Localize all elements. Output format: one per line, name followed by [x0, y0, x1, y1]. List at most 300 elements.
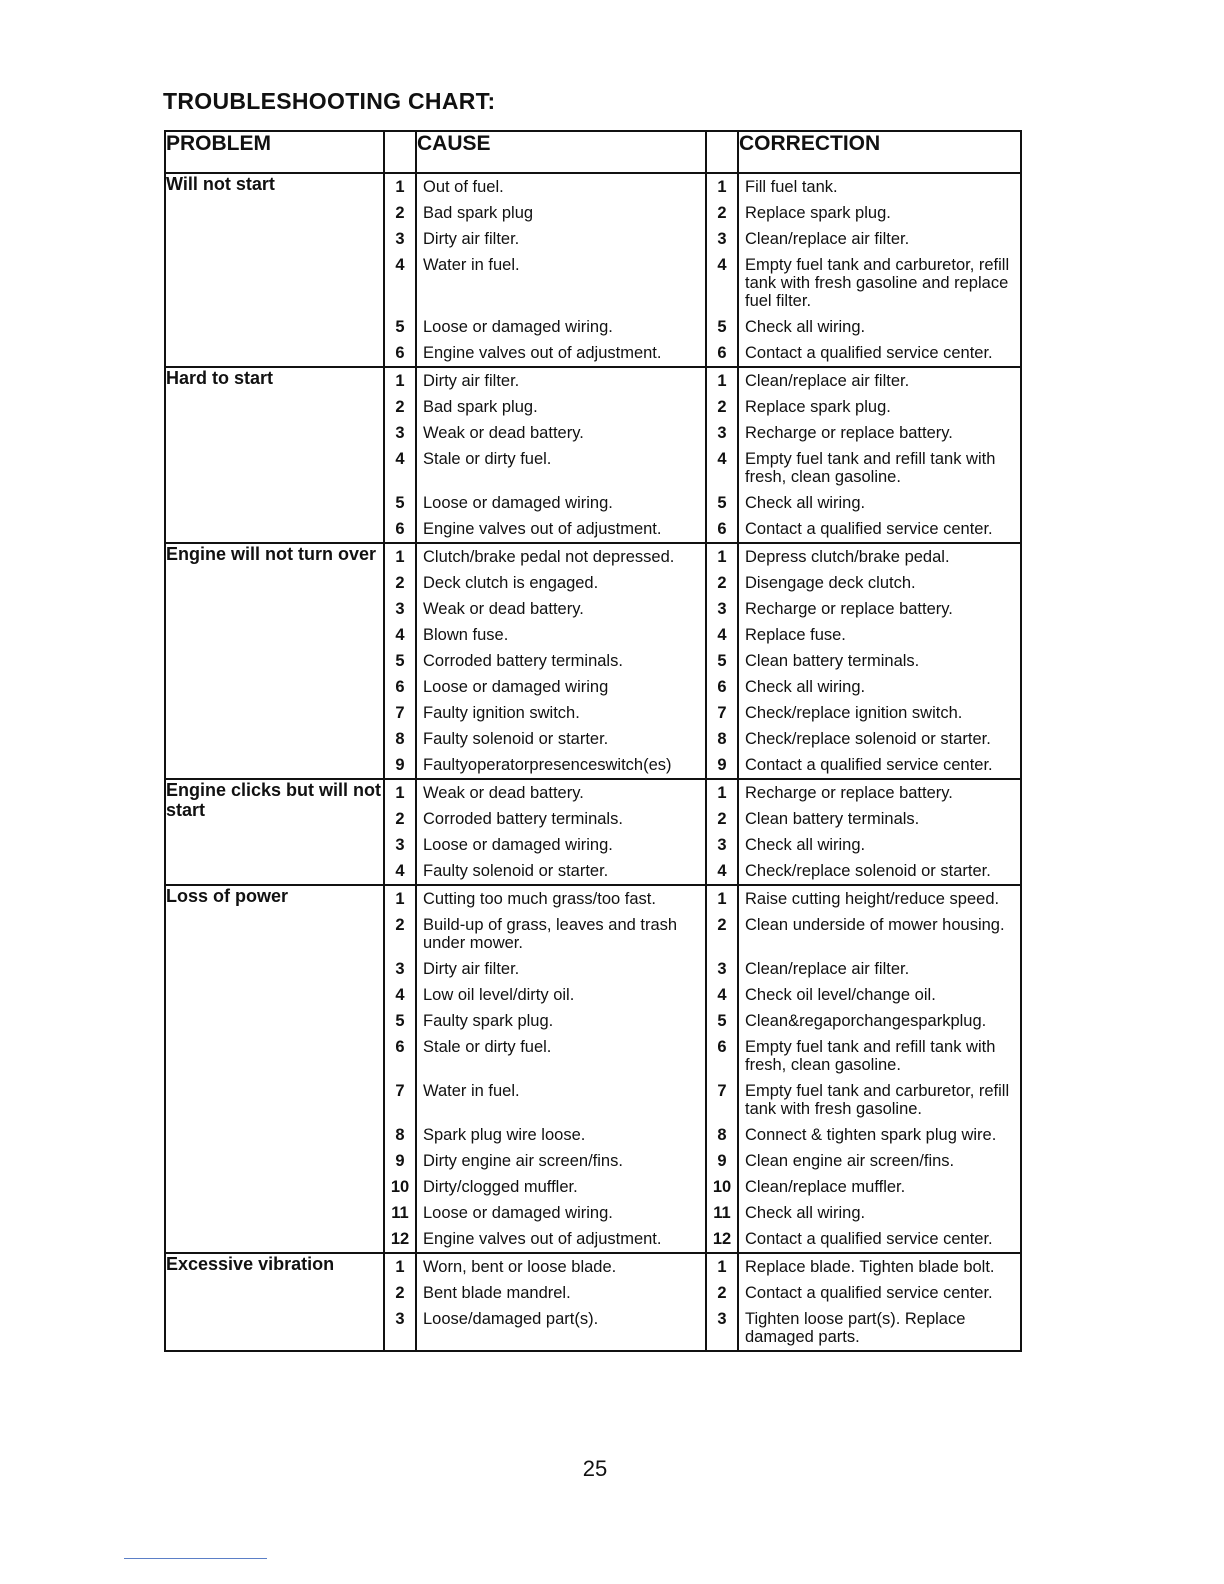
- cause-number-value: 3: [395, 1310, 405, 1328]
- cause-text: [417, 516, 705, 542]
- correction-text-column: [738, 1253, 1021, 1351]
- correction-text: [739, 314, 1020, 340]
- correction-text-value: Disengage deck clutch.: [745, 574, 916, 592]
- correction-text-value: Depress clutch/brake pedal.: [745, 548, 950, 566]
- cause-text-value: Dirty air filter.: [423, 230, 520, 248]
- correction-text-value: Contact a qualified service center.: [745, 520, 993, 538]
- correction-text-value: Check all wiring.: [745, 1204, 866, 1222]
- cause-number: [385, 622, 415, 648]
- cause-text: [417, 1008, 705, 1034]
- correction-text: [739, 252, 1020, 314]
- cause-number: [385, 570, 415, 596]
- cause-number-value: 2: [395, 574, 405, 592]
- cause-number-value: 3: [395, 836, 405, 854]
- cause-number: [385, 596, 415, 622]
- correction-text-value: Contact a qualified service center.: [745, 1230, 993, 1248]
- page-title: TROUBLESHOOTING CHART:: [163, 88, 496, 114]
- correction-number: [707, 674, 737, 700]
- cause-text: [417, 1148, 705, 1174]
- cause-number: [385, 648, 415, 674]
- cause-text: [417, 912, 705, 956]
- cause-text-value: Engine valves out of adjustment.: [423, 344, 662, 362]
- cause-number: [385, 886, 415, 912]
- correction-number-value: 7: [717, 1082, 727, 1100]
- cause-number-value: 8: [395, 730, 405, 748]
- correction-text-column: [738, 173, 1021, 367]
- correction-number: [707, 752, 737, 778]
- correction-text-value: Raise cutting height/reduce speed.: [745, 890, 1000, 908]
- correction-number-value: 2: [717, 810, 727, 828]
- cause-text: [417, 780, 705, 806]
- correction-text-column: [738, 885, 1021, 1253]
- correction-text: [739, 1306, 1020, 1350]
- problem-header: PROBLEM: [165, 131, 384, 173]
- correction-number-header: [706, 131, 738, 173]
- cause-text: [417, 200, 705, 226]
- correction-number-value: 8: [717, 1126, 727, 1144]
- cause-text-value: Loose/damaged part(s).: [423, 1310, 599, 1328]
- cause-number: [385, 420, 415, 446]
- correction-number-value: 3: [717, 600, 727, 618]
- correction-text: [739, 806, 1020, 832]
- cause-text-column: [416, 367, 706, 543]
- cause-text-value: Corroded battery terminals.: [423, 652, 623, 670]
- cause-number: [385, 368, 415, 394]
- cause-text: [417, 368, 705, 394]
- cause-number: [385, 1034, 415, 1078]
- correction-number-value: 4: [717, 986, 727, 1004]
- cause-number: [385, 544, 415, 570]
- cause-text-value: Loose or damaged wiring.: [423, 494, 613, 512]
- cause-text-value: Spark plug wire loose.: [423, 1126, 586, 1144]
- correction-number: [707, 1008, 737, 1034]
- cause-text: [417, 226, 705, 252]
- cause-number: [385, 1254, 415, 1280]
- correction-number: [707, 596, 737, 622]
- correction-text: [739, 394, 1020, 420]
- cause-text: [417, 886, 705, 912]
- correction-number-value: 7: [717, 704, 727, 722]
- correction-text-value: Replace fuse.: [745, 626, 846, 644]
- problem-label: Loss of power: [165, 885, 384, 1253]
- correction-text-value: Clean underside of mower housing.: [745, 916, 1005, 934]
- cause-text-value: Loose or damaged wiring.: [423, 318, 613, 336]
- cause-number-value: 3: [395, 424, 405, 442]
- correction-number: [707, 1148, 737, 1174]
- correction-number-value: 3: [717, 1310, 727, 1328]
- cause-number-value: 1: [395, 178, 405, 196]
- cause-number-value: 5: [395, 318, 405, 336]
- correction-number: [707, 490, 737, 516]
- correction-text: [739, 956, 1020, 982]
- correction-number-value: 8: [717, 730, 727, 748]
- cause-text: [417, 674, 705, 700]
- correction-number: [707, 1200, 737, 1226]
- cause-text: [417, 570, 705, 596]
- cause-number-value: 7: [395, 704, 405, 722]
- correction-number: [707, 174, 737, 200]
- cause-number-value: 2: [395, 810, 405, 828]
- correction-number: [707, 570, 737, 596]
- correction-number: [707, 200, 737, 226]
- correction-number: [707, 340, 737, 366]
- cause-number-value: 1: [395, 890, 405, 908]
- cause-number: [385, 1008, 415, 1034]
- cause-number-value: 5: [395, 1012, 405, 1030]
- correction-text: [739, 832, 1020, 858]
- correction-number-column: [706, 885, 738, 1253]
- correction-text: [739, 674, 1020, 700]
- correction-number: [707, 1254, 737, 1280]
- cause-text: [417, 596, 705, 622]
- cause-number: [385, 832, 415, 858]
- cause-text: [417, 174, 705, 200]
- problem-label: Hard to start: [165, 367, 384, 543]
- cause-text-value: Loose or damaged wiring.: [423, 836, 613, 854]
- cause-number: [385, 252, 415, 314]
- cause-number-value: 2: [395, 398, 405, 416]
- cause-number: [385, 174, 415, 200]
- cause-number: [385, 340, 415, 366]
- correction-text: [739, 648, 1020, 674]
- correction-number-value: 5: [717, 318, 727, 336]
- correction-text-value: Connect & tighten spark plug wire.: [745, 1126, 997, 1144]
- cause-text: [417, 1254, 705, 1280]
- problem-label: Excessive vibration: [165, 1253, 384, 1351]
- correction-number-value: 9: [717, 1152, 727, 1170]
- cause-number-value: 4: [395, 256, 405, 274]
- correction-number-value: 6: [717, 344, 727, 362]
- cause-text-value: Low oil level/dirty oil.: [423, 986, 575, 1004]
- cause-number-value: 8: [395, 1126, 405, 1144]
- cause-text: [417, 394, 705, 420]
- correction-text: [739, 1078, 1020, 1122]
- correction-text: [739, 490, 1020, 516]
- cause-text: [417, 832, 705, 858]
- correction-number-value: 4: [717, 256, 727, 274]
- correction-number-value: 2: [717, 916, 727, 934]
- correction-number: [707, 1174, 737, 1200]
- correction-number-value: 2: [717, 398, 727, 416]
- correction-text-value: Fill fuel tank.: [745, 178, 838, 196]
- correction-text: [739, 1148, 1020, 1174]
- cause-number-value: 9: [395, 756, 405, 774]
- correction-text-value: Empty fuel tank and carburetor, refill tank with fresh gasoline and replace fuel filter.: [745, 256, 1010, 310]
- cause-text: [417, 982, 705, 1008]
- correction-text-value: Replace spark plug.: [745, 398, 891, 416]
- correction-text: [739, 1122, 1020, 1148]
- problem-section: [165, 1253, 1021, 1351]
- correction-text-value: Clean/replace air filter.: [745, 230, 910, 248]
- cause-number-value: 11: [391, 1204, 409, 1222]
- cause-text-column: [416, 885, 706, 1253]
- cause-text-value: Blown fuse.: [423, 626, 509, 644]
- cause-number-value: 5: [395, 494, 405, 512]
- cause-text-value: Cutting too much grass/too fast.: [423, 890, 656, 908]
- cause-number: [385, 752, 415, 778]
- correction-text-value: Check/replace solenoid or starter.: [745, 730, 991, 748]
- cause-number-value: 2: [395, 1284, 405, 1302]
- problem-label: Engine will not turn over: [165, 543, 384, 779]
- correction-number-value: 1: [717, 890, 727, 908]
- cause-number-value: 1: [395, 548, 405, 566]
- cause-number-value: 4: [395, 626, 405, 644]
- cause-number-column: [384, 543, 416, 779]
- cause-number-value: 1: [395, 372, 405, 390]
- cause-number: [385, 200, 415, 226]
- cause-text-value: Faulty ignition switch.: [423, 704, 580, 722]
- cause-number-column: [384, 367, 416, 543]
- correction-text: [739, 1034, 1020, 1078]
- cause-text-column: [416, 543, 706, 779]
- correction-text-value: Check all wiring.: [745, 678, 866, 696]
- correction-text: [739, 174, 1020, 200]
- correction-text: [739, 886, 1020, 912]
- correction-text-value: Check/replace ignition switch.: [745, 704, 963, 722]
- cause-text: [417, 544, 705, 570]
- cause-number-value: 2: [395, 204, 405, 222]
- correction-number-column: [706, 173, 738, 367]
- cause-text: [417, 726, 705, 752]
- cause-number-value: 6: [395, 1038, 405, 1056]
- correction-text-value: Check all wiring.: [745, 836, 866, 854]
- cause-number-value: 1: [395, 784, 405, 802]
- cause-text-value: Bad spark plug.: [423, 398, 538, 416]
- correction-text-value: Clean battery terminals.: [745, 652, 920, 670]
- correction-text: [739, 858, 1020, 884]
- correction-number: [707, 516, 737, 542]
- correction-text-value: Contact a qualified service center.: [745, 1284, 993, 1302]
- cause-text-value: Weak or dead battery.: [423, 784, 584, 802]
- problem-section: [165, 543, 1021, 779]
- correction-number: [707, 832, 737, 858]
- cause-number: [385, 674, 415, 700]
- cause-text-value: Bent blade mandrel.: [423, 1284, 571, 1302]
- correction-number-value: 1: [717, 372, 727, 390]
- correction-number: [707, 700, 737, 726]
- correction-text: [739, 420, 1020, 446]
- correction-text-value: Empty fuel tank and refill tank with fresh, clean gasoline.: [745, 1038, 996, 1074]
- cause-text-value: Loose or damaged wiring.: [423, 1204, 613, 1222]
- cause-number-value: 10: [390, 1178, 410, 1196]
- correction-text: [739, 570, 1020, 596]
- correction-number-value: 3: [717, 960, 727, 978]
- cause-number: [385, 700, 415, 726]
- correction-text-value: Clean/replace air filter.: [745, 960, 910, 978]
- correction-number: [707, 1078, 737, 1122]
- cause-text-value: Faulty spark plug.: [423, 1012, 554, 1030]
- cause-number-value: 2: [395, 916, 405, 934]
- correction-number: [707, 956, 737, 982]
- cause-text-value: Faulty solenoid or starter.: [423, 862, 609, 880]
- cause-number: [385, 1306, 415, 1350]
- cause-text-value: Corroded battery terminals.: [423, 810, 623, 828]
- correction-header: CORRECTION: [738, 131, 1021, 173]
- cause-text-value: Engine valves out of adjustment.: [423, 520, 662, 538]
- cause-number-value: 1: [395, 1258, 405, 1276]
- correction-number-value: 5: [717, 652, 727, 670]
- cause-number: [385, 1174, 415, 1200]
- cause-number: [385, 1226, 415, 1252]
- footer-rule: [124, 1558, 267, 1559]
- correction-text-value: Replace spark plug.: [745, 204, 891, 222]
- cause-text: [417, 490, 705, 516]
- problem-label: Engine clicks but will not start: [165, 779, 384, 885]
- cause-number-column: [384, 779, 416, 885]
- correction-number-value: 6: [717, 520, 727, 538]
- cause-text: [417, 1174, 705, 1200]
- correction-number: [707, 252, 737, 314]
- correction-text: [739, 700, 1020, 726]
- correction-number: [707, 1122, 737, 1148]
- correction-number-column: [706, 367, 738, 543]
- correction-number: [707, 726, 737, 752]
- cause-number-value: 4: [395, 862, 405, 880]
- correction-text-value: Clean&regaporchangesparkplug.: [745, 1012, 987, 1030]
- cause-number: [385, 1078, 415, 1122]
- correction-number-value: 9: [717, 756, 727, 774]
- correction-number-value: 6: [717, 678, 727, 696]
- cause-text-value: Engine valves out of adjustment.: [423, 1230, 662, 1248]
- cause-number-value: 3: [395, 600, 405, 618]
- cause-text-value: Loose or damaged wiring: [423, 678, 609, 696]
- correction-text: [739, 340, 1020, 366]
- correction-number-value: 1: [717, 1258, 727, 1276]
- correction-text-value: Empty fuel tank and refill tank with fresh, clean gasoline.: [745, 450, 996, 486]
- correction-text-value: Check/replace solenoid or starter.: [745, 862, 991, 880]
- cause-text-value: Dirty engine air screen/fins.: [423, 1152, 623, 1170]
- cause-text: [417, 622, 705, 648]
- correction-number-value: 11: [713, 1204, 731, 1222]
- cause-number-column: [384, 1253, 416, 1351]
- correction-text-value: Clean engine air screen/fins.: [745, 1152, 955, 1170]
- correction-number-value: 4: [717, 862, 727, 880]
- correction-number-value: 3: [717, 836, 727, 854]
- correction-text-value: Recharge or replace battery.: [745, 600, 953, 618]
- correction-number: [707, 648, 737, 674]
- correction-number-value: 2: [717, 1284, 727, 1302]
- cause-text-value: Build-up of grass, leaves and trash under mower.: [423, 916, 678, 952]
- cause-text: [417, 1280, 705, 1306]
- cause-number: [385, 1200, 415, 1226]
- cause-number: [385, 1122, 415, 1148]
- correction-number-column: [706, 1253, 738, 1351]
- cause-text: [417, 340, 705, 366]
- cause-text: [417, 252, 705, 314]
- cause-header: CAUSE: [416, 131, 706, 173]
- correction-number: [707, 420, 737, 446]
- correction-number: [707, 314, 737, 340]
- correction-text: [739, 1174, 1020, 1200]
- cause-text: [417, 752, 705, 778]
- correction-text: [739, 1280, 1020, 1306]
- cause-text-value: Water in fuel.: [423, 256, 520, 274]
- cause-number: [385, 956, 415, 982]
- correction-text-value: Check all wiring.: [745, 494, 866, 512]
- correction-text: [739, 622, 1020, 648]
- correction-text: [739, 780, 1020, 806]
- cause-number-value: 6: [395, 678, 405, 696]
- cause-text: [417, 446, 705, 490]
- cause-text-column: [416, 173, 706, 367]
- cause-number: [385, 446, 415, 490]
- cause-text: [417, 1034, 705, 1078]
- cause-text-value: Water in fuel.: [423, 1082, 520, 1100]
- correction-number: [707, 982, 737, 1008]
- cause-text-value: Weak or dead battery.: [423, 424, 584, 442]
- cause-number: [385, 314, 415, 340]
- cause-number: [385, 1148, 415, 1174]
- correction-number: [707, 226, 737, 252]
- correction-text-column: [738, 543, 1021, 779]
- cause-text: [417, 420, 705, 446]
- correction-number: [707, 886, 737, 912]
- cause-text-value: Stale or dirty fuel.: [423, 450, 552, 468]
- correction-text-value: Clean/replace air filter.: [745, 372, 910, 390]
- cause-text: [417, 1122, 705, 1148]
- correction-text: [739, 516, 1020, 542]
- cause-number: [385, 490, 415, 516]
- correction-text-value: Empty fuel tank and carburetor, refill tank with fresh gasoline.: [745, 1082, 1010, 1118]
- correction-text-value: Contact a qualified service center.: [745, 344, 993, 362]
- cause-number-value: 6: [395, 344, 405, 362]
- cause-text: [417, 1226, 705, 1252]
- header-row: [165, 131, 1021, 173]
- cause-number-value: 4: [395, 450, 405, 468]
- cause-text-value: Faultyoperatorpresenceswitch(es): [423, 756, 672, 774]
- cause-text-value: Clutch/brake pedal not depressed.: [423, 548, 675, 566]
- cause-text: [417, 1306, 705, 1350]
- correction-number: [707, 912, 737, 956]
- correction-text-value: Recharge or replace battery.: [745, 784, 953, 802]
- correction-text-value: Check all wiring.: [745, 318, 866, 336]
- cause-text: [417, 956, 705, 982]
- correction-text-value: Check oil level/change oil.: [745, 986, 936, 1004]
- correction-number-value: 4: [717, 626, 727, 644]
- cause-number-value: 7: [395, 1082, 405, 1100]
- correction-text: [739, 446, 1020, 490]
- cause-number-value: 9: [395, 1152, 405, 1170]
- correction-number-value: 10: [712, 1178, 732, 1196]
- correction-text: [739, 200, 1020, 226]
- correction-number: [707, 1306, 737, 1350]
- correction-text-column: [738, 367, 1021, 543]
- correction-text: [739, 1200, 1020, 1226]
- correction-text-value: Clean battery terminals.: [745, 810, 920, 828]
- cause-number-column: [384, 885, 416, 1253]
- correction-number-value: 1: [717, 178, 727, 196]
- correction-text-column: [738, 779, 1021, 885]
- correction-text-value: Recharge or replace battery.: [745, 424, 953, 442]
- problem-label: Will not start: [165, 173, 384, 367]
- correction-number: [707, 1226, 737, 1252]
- cause-number-column: [384, 173, 416, 367]
- correction-text: [739, 1254, 1020, 1280]
- cause-text-value: Dirty air filter.: [423, 372, 520, 390]
- problem-section: [165, 779, 1021, 885]
- correction-text: [739, 752, 1020, 778]
- cause-number: [385, 982, 415, 1008]
- cause-number-value: 6: [395, 520, 405, 538]
- cause-number-header: [384, 131, 416, 173]
- cause-text: [417, 700, 705, 726]
- correction-number-value: 12: [712, 1230, 732, 1248]
- correction-number: [707, 858, 737, 884]
- cause-text-value: Faulty solenoid or starter.: [423, 730, 609, 748]
- cause-text-column: [416, 779, 706, 885]
- correction-number-value: 3: [717, 230, 727, 248]
- correction-number: [707, 1280, 737, 1306]
